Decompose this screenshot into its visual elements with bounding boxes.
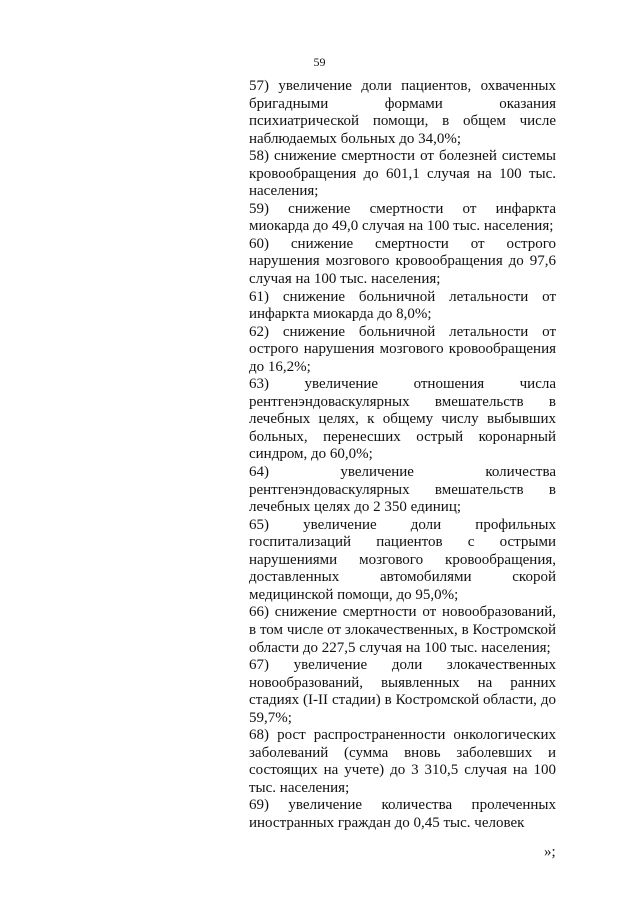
closing-quote-mark: »; — [544, 844, 556, 860]
list-item-61: 61) снижение больничной летальности от инфаркта миокарда до 8,0%; — [249, 288, 556, 323]
list-item-63: 63) увеличение отношения числа рентгенэндоваскулярных вмешательств в лечебных целях, к общему числу выбывших больных, перенесших острый коронарный синдром, до 60,0%; — [249, 376, 556, 463]
page-number: 59 — [313, 55, 326, 69]
list-item-68: 68) рост распространенности онкологических заболеваний (сумма вновь заболевших и состоящих на учете) до 3 310,5 случая на 100 тыс. населения; — [249, 727, 556, 796]
list-item-66: 66) снижение смертности от новообразований, в том числе от злокачественных, в Костромской области до 227,5 случая на 100 тыс. населения; — [249, 604, 556, 656]
list-item-59: 59) снижение смертности от инфаркта миокарда до 49,0 случая на 100 тыс. населения; — [249, 200, 556, 235]
list-item-69: 69) увеличение количества пролеченных иностранных граждан до 0,45 тыс. человек — [249, 797, 556, 831]
list-item-62: 62) снижение больничной летальности от острого нарушения мозгового кровообращения до 16,2%; — [249, 323, 556, 375]
list-item-58: 58) снижение смертности от болезней системы кровообращения до 601,1 случая на 100 тыс. населения; — [249, 148, 556, 200]
document-body — [249, 78, 556, 833]
list-item-65: 65) увеличение доли профильных госпитализаций пациентов с острыми нарушениями мозгового кровообращения, доставленных автомобилями скорой медицинской помощи, до 95,0%; — [249, 516, 556, 603]
list-item-67: 67) увеличение доли злокачественных новообразований, выявленных на ранних стадиях (I-II стадии) в Костромской области, до 59,7%; — [249, 657, 556, 726]
list-item-57: 57) увеличение доли пациентов, охваченных бригадными формами оказания психиатрической помощи, в общем числе наблюдаемых больных до 34,0%; — [249, 78, 556, 147]
list-item-64: 64) увеличение количества рентгенэндоваскулярных вмешательств в лечебных целях до 2 350 единиц; — [249, 464, 556, 516]
list-item-60: 60) снижение смертности от острого нарушения мозгового кровообращения до 97,6 случая на 100 тыс. населения; — [249, 235, 556, 288]
